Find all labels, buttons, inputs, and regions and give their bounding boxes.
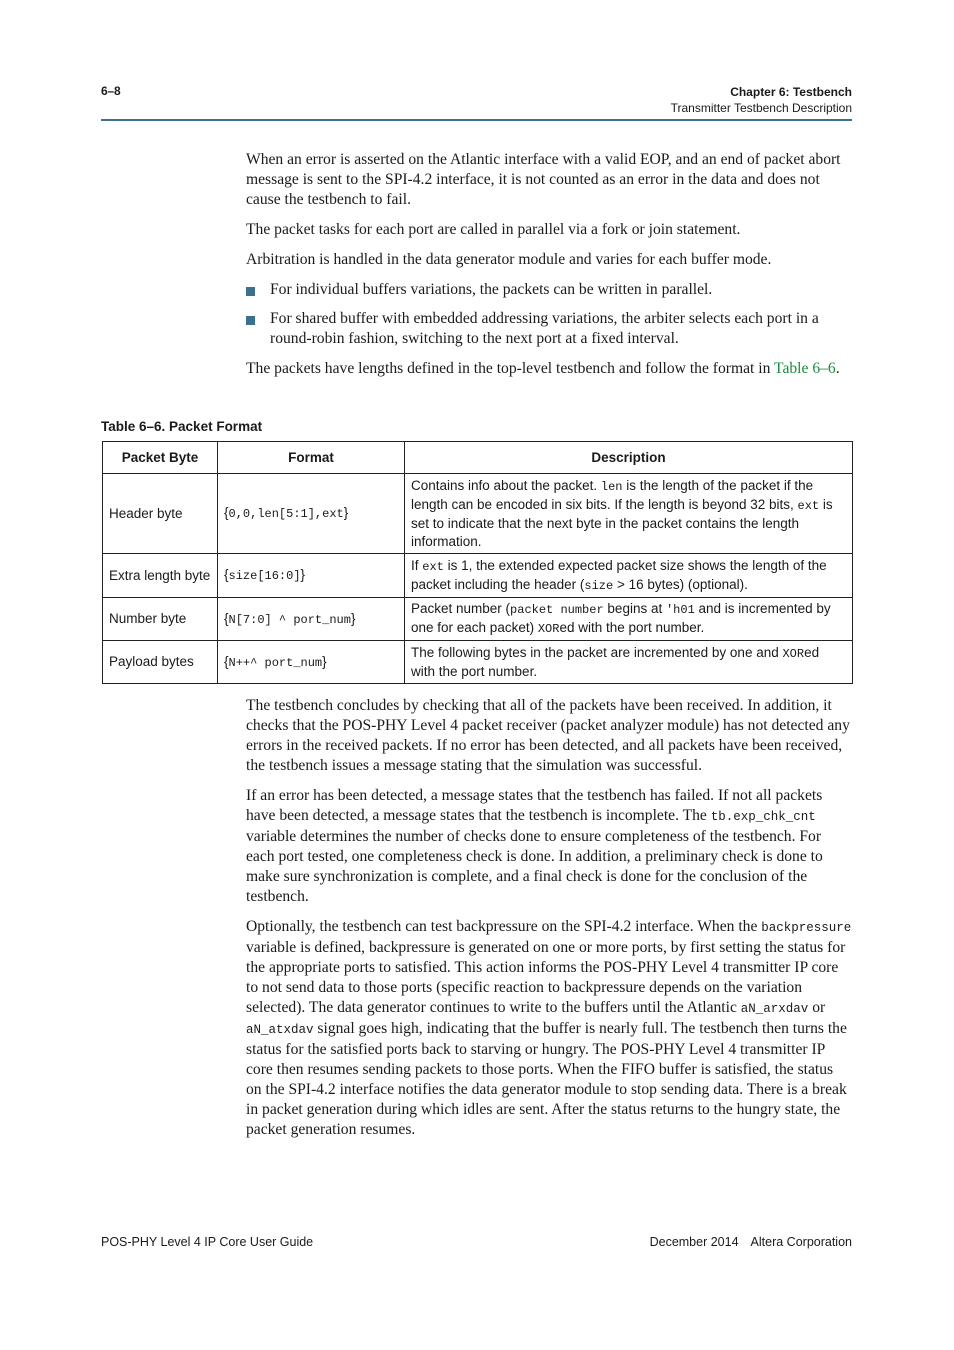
text-run: Optionally, the testbench can test backpressure on the SPI-4.2 interface. When the — [246, 918, 762, 935]
packet-byte-cell: Number byte — [103, 598, 218, 641]
brace-close: } — [322, 653, 327, 669]
table-row — [103, 598, 853, 641]
table-row — [103, 554, 853, 598]
column-header: Packet Byte — [103, 442, 218, 474]
paragraph-text: The packets have lengths defined in the top-level testbench and follow the format in — [246, 360, 775, 377]
section-title: Transmitter Testbench Description — [670, 101, 852, 115]
text-run: variable is defined, backpressure is generated on one or more ports, by first setting the status for the appropriate ports to satisfied. This action informs the POS-PHY Level 4 transmitter IP core to not send data to those ports (specific reaction to backpressure depends on the variation selected). The data generator continues to write to the buffers until the Atlantic — [246, 939, 846, 1016]
format-code: N++^ port_num — [228, 655, 323, 670]
page-number: 6–8 — [101, 84, 121, 98]
text-run: If — [411, 557, 423, 573]
description-cell — [405, 554, 853, 598]
footer-company: Altera Corporation — [750, 1235, 852, 1249]
format-cell — [218, 474, 405, 554]
text-run: The following bytes in the packet are incremented by one and — [411, 644, 783, 660]
text-run: or — [808, 999, 826, 1016]
paragraph-error-detected — [246, 786, 852, 907]
paragraph-packet-lengths — [246, 359, 852, 379]
text-run: is set to indicate that the next byte in the packet contains the length information. — [411, 496, 833, 549]
text-run: Contains info about the packet. — [411, 477, 601, 493]
code-term: 'h01 — [665, 603, 695, 617]
packet-byte-cell: Extra length byte — [103, 554, 218, 598]
brace-close: } — [300, 567, 306, 582]
bullet-square-icon — [246, 316, 255, 325]
format-code: 0,0,len[5:1],ext — [228, 507, 344, 521]
table-reference-link[interactable]: Table 6–6 — [774, 360, 836, 377]
column-header: Format — [218, 442, 405, 474]
format-code: N[7:0] ^ port_num — [228, 612, 351, 627]
paragraph-conclusion: The testbench concludes by checking that all of the packets have been received. In addition, it checks that the POS-PHY Level 4 packet receiver (packet analyzer module) has not detected any errors in the received packets. If no error has been detected, and all packets have been received, the testbench issues a message stating that the simulation was successful. — [246, 697, 850, 774]
text-run: If an error has been detected, a message states that the testbench has failed. If not all packets have been detected, a message states that the testbench is incomplete. The — [246, 787, 823, 824]
packet-format-table — [102, 441, 853, 684]
text-run: is 1, the extended expected packet size shows the length of the packet including the header ( — [411, 557, 827, 592]
table-header-row — [103, 442, 853, 474]
chapter-title: Chapter 6: Testbench — [730, 85, 852, 99]
format-cell — [218, 641, 405, 684]
bullet-item — [246, 309, 852, 349]
brace-open: { — [224, 567, 229, 582]
paragraph-error-eop: When an error is asserted on the Atlantic interface with a valid EOP, and an end of packet abort message is sent to the SPI-4.2 interface, it is not counted as an error in the data and does not cause the testbench to fail. — [246, 151, 841, 208]
format-cell — [218, 598, 405, 641]
paragraph-end: . — [835, 360, 840, 377]
code-term: ext — [422, 559, 444, 574]
bullet-item — [246, 280, 852, 300]
text-run: Packet number ( — [411, 601, 511, 616]
text-run: variable determines the number of checks done to ensure completeness of the testbench. For each port tested, one completeness check is done. In addition, a preliminary check is done to make sure synchronization is complete, and a final check is done for the conclusion of the testbench. — [246, 828, 823, 905]
code-term: aN_atxdav — [246, 1023, 314, 1037]
format-cell — [218, 554, 405, 598]
code-term: XOR — [782, 646, 805, 661]
code-term: packet number — [510, 603, 604, 617]
brace-close: } — [350, 610, 356, 626]
conclusion-section — [246, 696, 852, 1140]
paragraph-arbitration: Arbitration is handled in the data generator module and varies for each buffer mode. — [246, 251, 772, 268]
packet-byte-cell: Payload bytes — [103, 641, 218, 684]
column-header: Description — [405, 442, 853, 474]
code-term: backpressure — [761, 921, 852, 935]
paragraph-backpressure — [246, 917, 852, 1140]
table-caption: Table 6–6. Packet Format — [101, 419, 263, 434]
footer-right — [650, 1235, 852, 1249]
description-cell — [405, 641, 853, 684]
brace-close: } — [343, 505, 349, 520]
code-term: XOR — [537, 622, 560, 636]
brace-open: { — [224, 653, 229, 669]
code-term: aN_arxdav — [740, 1002, 809, 1016]
code-term: len — [600, 479, 623, 494]
description-cell — [405, 598, 853, 641]
text-run: is the length of the packet if the length can be encoded in six bits. If the length is beyond 32 bits, — [411, 477, 814, 512]
brace-open: { — [224, 610, 229, 626]
code-term: size — [584, 578, 614, 593]
code-term: ext — [797, 498, 820, 513]
packet-byte-cell: Header byte — [103, 474, 218, 554]
bullet-text: For individual buffers variations, the packets can be written in parallel. — [270, 281, 713, 298]
table-row — [103, 641, 853, 684]
bullet-text: For shared buffer with embedded addressing variations, the arbiter selects each port in a round-robin fashion, switching to the next port at a fixed interval. — [270, 310, 819, 347]
header-rule — [101, 119, 852, 121]
text-run: signal goes high, indicating that the buffer is nearly full. The testbench then turns the status for the satisfied ports back to starving or hungry. The POS-PHY Level 4 transmitter IP core then resumes sending packets to those ports. When the FIFO buffer is satisfied, the status on the SPI-4.2 interface notifies the data generator module to stop sending data. There is a break in packet generation during which idles are sent. After the status returns to the hungry state, the packet generation resumes. — [246, 1020, 847, 1138]
text-run: ed with the port number. — [559, 620, 705, 635]
table-row — [103, 474, 853, 554]
description-cell — [405, 474, 853, 554]
text-run: begins at — [603, 601, 666, 616]
format-code: size[16:0] — [228, 569, 301, 583]
footer-date: December 2014 — [649, 1235, 739, 1249]
bullet-square-icon — [246, 287, 255, 296]
code-term: tb.exp_chk_cnt — [710, 810, 816, 824]
running-header — [671, 84, 852, 116]
paragraph-fork-join: The packet tasks for each port are called in parallel via a fork or join statement. — [246, 221, 741, 238]
text-run: > 16 bytes) (optional). — [613, 576, 748, 592]
footer-guide-title: POS-PHY Level 4 IP Core User Guide — [101, 1235, 314, 1249]
text-run: ed with the port number. — [411, 644, 820, 679]
intro-section — [246, 150, 852, 379]
text-run: and is incremented by one for each packet) — [411, 601, 831, 635]
brace-open: { — [224, 505, 229, 520]
